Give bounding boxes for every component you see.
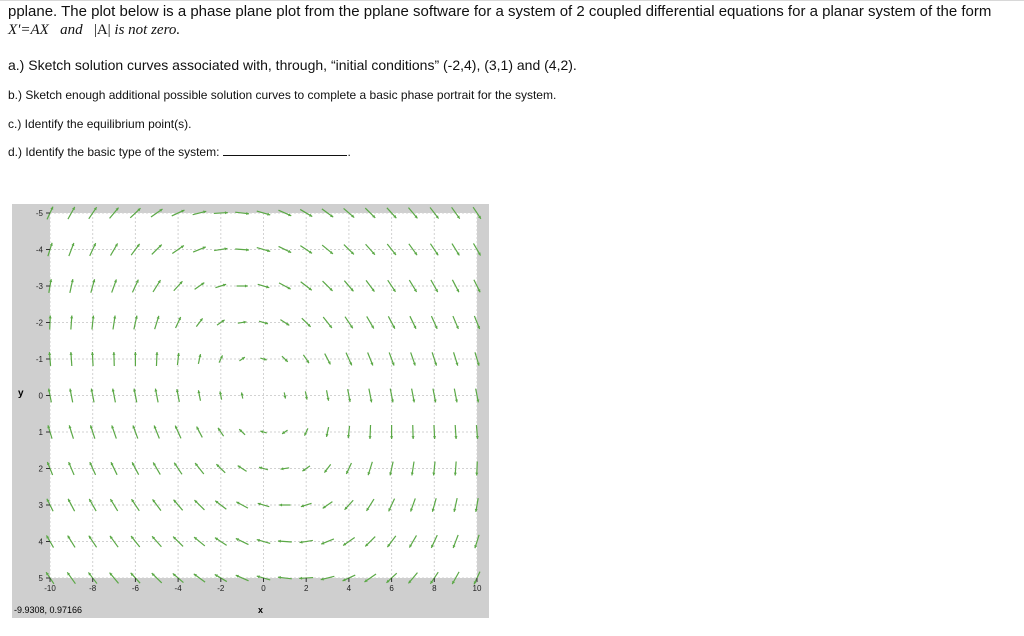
x-tick-label: 8 xyxy=(432,584,437,593)
y-tick-label: -3 xyxy=(35,282,43,291)
y-tick-label: -1 xyxy=(35,355,43,364)
question-a: a.) Sketch solution curves associated with, through, “initial conditions” (-2,4), (3,1) and (4,2). xyxy=(8,57,577,73)
x-tick-label: 4 xyxy=(346,584,352,593)
x-tick-label: 0 xyxy=(261,584,266,593)
x-tick-label: -2 xyxy=(217,584,225,593)
question-d xyxy=(8,145,351,159)
x-tick-label: -4 xyxy=(174,584,182,593)
x-tick-label: 2 xyxy=(303,584,309,593)
y-tick-label: 3 xyxy=(38,501,43,510)
y-tick-label: 5 xyxy=(38,574,43,583)
y-tick-label: 2 xyxy=(38,464,43,474)
intro-text: pplane. The plot below is a phase plane plot from the pplane software for a system of 2 coupled differential equations for a planar system of the form xyxy=(8,3,992,20)
x-tick-label: -6 xyxy=(131,584,139,593)
y-tick-label: 4 xyxy=(38,537,43,547)
y-tick-label: 0 xyxy=(38,391,43,401)
y-tick-label: -4 xyxy=(35,245,43,255)
x-tick-label: 6 xyxy=(389,584,394,593)
phase-plane-plot xyxy=(12,204,489,618)
y-tick-label: 1 xyxy=(38,428,43,437)
question-d-period: . xyxy=(347,145,351,159)
system-equation xyxy=(8,21,180,39)
x-tick-label: -10 xyxy=(44,584,56,593)
answer-blank xyxy=(223,145,347,156)
x-tick-label: 10 xyxy=(472,584,482,593)
y-tick-label: -5 xyxy=(35,209,43,218)
question-b: b.) Sketch enough additional possible solution curves to complete a basic phase portrait for the system. xyxy=(8,88,557,102)
x-axis-label: x xyxy=(258,605,264,615)
not-zero-text: is not zero. xyxy=(114,22,181,38)
x-tick-label: -8 xyxy=(89,584,97,593)
question-d-text: d.) Identify the basic type of the system: xyxy=(8,145,220,159)
top-border xyxy=(0,0,1024,1)
y-tick-label: -2 xyxy=(35,318,43,328)
and-word: and xyxy=(60,22,83,38)
y-axis-label: y xyxy=(18,388,24,399)
question-c: c.) Identify the equilibrium point(s). xyxy=(8,117,192,131)
determinant-text: |A| xyxy=(93,22,111,38)
phase-plane-figure xyxy=(12,204,489,618)
equation-text: X'=AX xyxy=(8,22,49,38)
coordinate-readout: -9.9308, 0.97166 xyxy=(14,605,83,615)
